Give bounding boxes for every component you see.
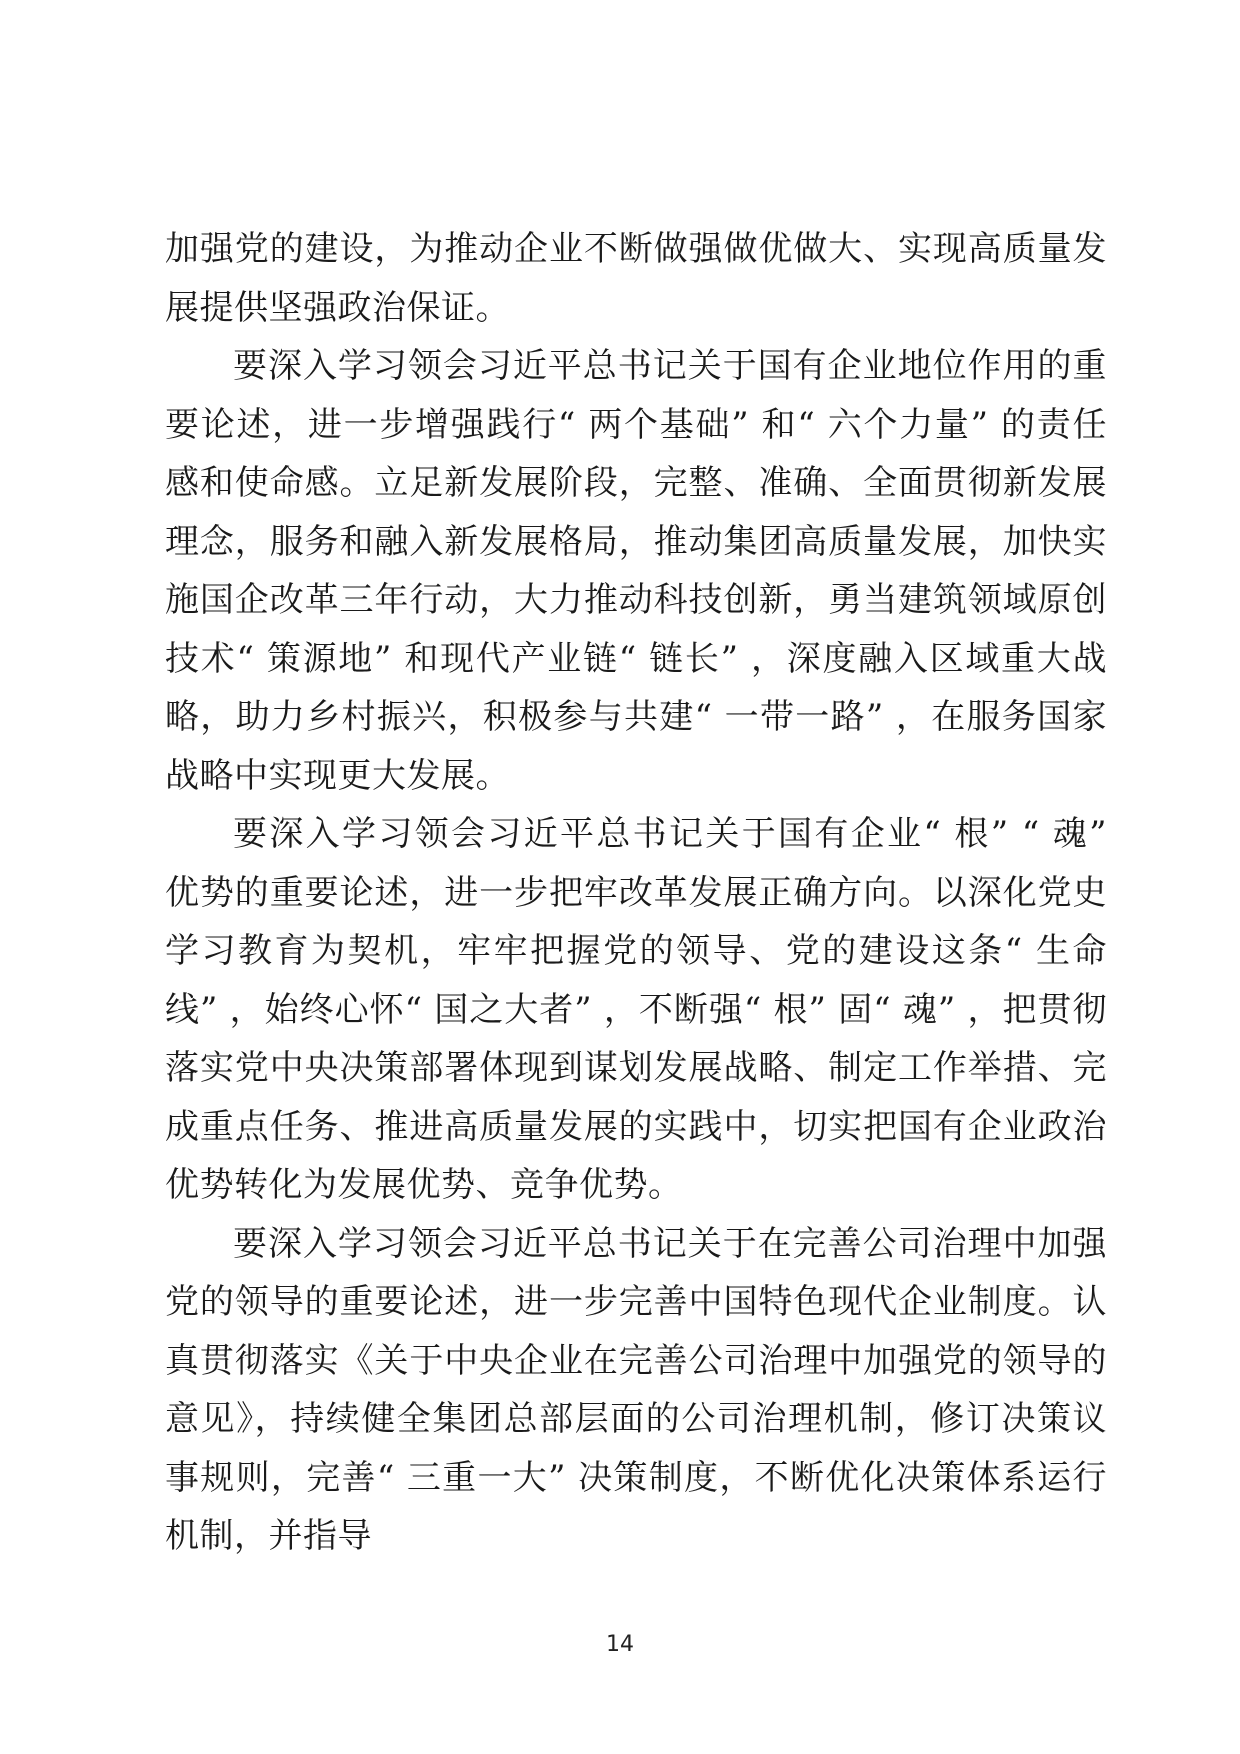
paragraph-root-soul: 要深入学习领会习近平总书记关于国有企业“ 根” “ 魂” 优势的重要论述，进一步把牢改革发展正确方向。以深化党史学习教育为契机，牢牢把握党的领导、党的建设这条“ 生命线” ，始终心怀“ 国之大者” ，不断强“ 根” 固“ 魂” ，把贯彻落实党中央决策部署体现到谋划发展战略、制定工作举措、完成重点任务、推进高质量发展的实践中，切实把国有企业政治优势转化为发展优势、竞争优势。	[165, 814, 1107, 1205]
paragraph-corporate-governance: 要深入学习领会习近平总书记关于在完善公司治理中加强党的领导的重要论述，进一步完善中国特色现代企业制度。认真贯彻落实《关于中央企业在完善公司治理中加强党的领导的意见》，持续健全集团总部层面的公司治理机制，修订决策议事规则，完善“ 三重一大” 决策制度，不断优化决策体系运行机制，并指导	[165, 1223, 1107, 1556]
body-text	[165, 220, 1107, 1566]
page-number: 14	[606, 1632, 634, 1657]
paragraph-continuation: 加强党的建设，为推动企业不断做强做优做大、实现高质量发展提供坚强政治保证。	[165, 229, 1107, 328]
paragraph-status-role: 要深入学习领会习近平总书记关于国有企业地位作用的重要论述，进一步增强践行“ 两个基础” 和“ 六个力量” 的责任感和使命感。立足新发展阶段，完整、准确、全面贯彻新发展理念，服务和融入新发展格局，推动集团高质量发展，加快实施国企改革三年行动，大力推动科技创新，勇当建筑领域原创技术“ 策源地” 和现代产业链“ 链长” ，深度融入区域重大战略，助力乡村振兴，积极参与共建“ 一带一路” ，在服务国家战略中实现更大发展。	[165, 346, 1107, 796]
